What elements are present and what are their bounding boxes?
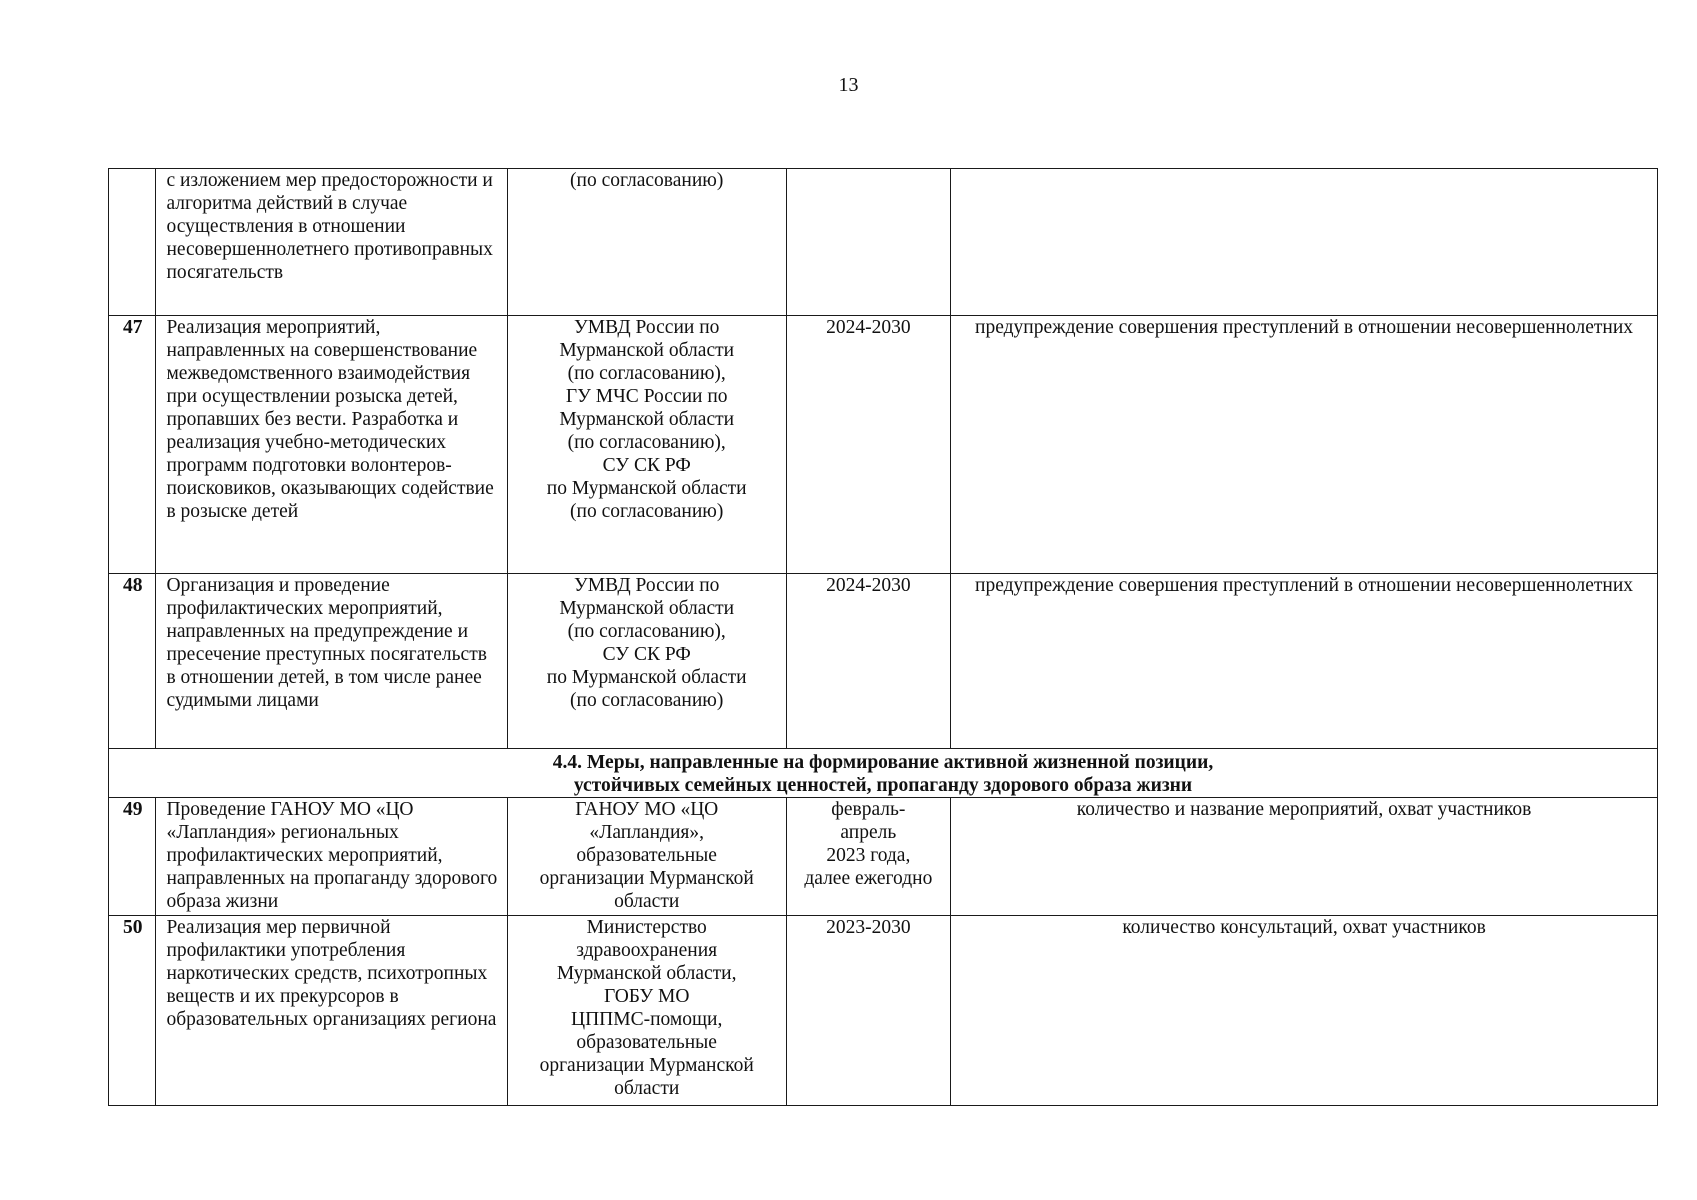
executor-line: по Мурманской области bbox=[546, 667, 747, 688]
term-line: апрель bbox=[840, 822, 897, 843]
table-row-48 bbox=[109, 574, 1658, 749]
executor-line: организации Мурманской bbox=[539, 868, 754, 889]
term-cell bbox=[786, 798, 951, 916]
result-cell bbox=[951, 169, 1658, 316]
executor-line: (по согласованию) bbox=[570, 690, 724, 711]
executor-line: (по согласованию) bbox=[570, 501, 724, 522]
result-cell: предупреждение совершения преступлений в отношении несовершеннолетних bbox=[951, 316, 1658, 574]
executor-line: СУ СК РФ bbox=[602, 644, 691, 665]
executor-line: образовательные bbox=[576, 1032, 717, 1053]
executor-cell bbox=[507, 916, 786, 1106]
executor-line: Министерство bbox=[586, 917, 707, 938]
executor-line: образовательные bbox=[576, 845, 717, 866]
table-row-49 bbox=[109, 798, 1658, 916]
table-row-50 bbox=[109, 916, 1658, 1106]
executor-line: ГОБУ МО bbox=[603, 986, 690, 1007]
action-cell: Реализация мер первичной профилактики употребления наркотических средств, психотропных веществ и их прекурсоров в образовательных организациях региона bbox=[156, 916, 507, 1106]
executor-line: (по согласованию), bbox=[567, 363, 726, 384]
row-number-cell: 47 bbox=[109, 316, 156, 574]
table-row-47 bbox=[109, 316, 1658, 574]
executor-line: ГУ МЧС России по bbox=[565, 386, 728, 407]
executor-cell bbox=[507, 798, 786, 916]
term-cell bbox=[786, 316, 951, 574]
term-cell bbox=[786, 169, 951, 316]
action-cell: с изложением мер предосторожности и алгоритма действий в случае осуществления в отношении несовершеннолетнего противоправных посягательств bbox=[156, 169, 507, 316]
executor-line: Мурманской области bbox=[559, 340, 735, 361]
executor-line: (по согласованию), bbox=[567, 432, 726, 453]
executor-line: организации Мурманской bbox=[539, 1055, 754, 1076]
page-number: 13 bbox=[838, 74, 859, 96]
executor-cell bbox=[507, 574, 786, 749]
executor-line: Мурманской области bbox=[559, 409, 735, 430]
executor-line: ГАНОУ МО «ЦО bbox=[575, 799, 719, 820]
row-number-cell: 50 bbox=[109, 916, 156, 1106]
action-cell: Проведение ГАНОУ МО «ЦО «Лапландия» региональных профилактических мероприятий, направленных на пропаганду здорового образа жизни bbox=[156, 798, 507, 916]
executor-line: «Лапландия», bbox=[589, 822, 704, 843]
term-line: 2024-2030 bbox=[826, 575, 911, 596]
executor-cell bbox=[507, 316, 786, 574]
term-line: февраль- bbox=[831, 799, 906, 820]
term-line: далее ежегодно bbox=[804, 868, 933, 889]
executor-line: Мурманской области bbox=[559, 598, 735, 619]
section-heading-line: 4.4. Меры, направленные на формирование активной жизненной позиции, bbox=[552, 752, 1214, 773]
executor-line: области bbox=[614, 891, 680, 912]
row-number-cell: 49 bbox=[109, 798, 156, 916]
executor-line: УМВД России по bbox=[573, 317, 720, 338]
row-number-cell bbox=[109, 169, 156, 316]
executor-line: области bbox=[614, 1078, 680, 1099]
executor-line: УМВД России по bbox=[573, 575, 720, 596]
action-cell: Реализация мероприятий, направленных на совершенствование межведомственного взаимодействия при осуществлении розыска детей, пропавших без вести. Разработка и реализация учебно-методических программ подготовки волонтеров-поисковиков, оказывающих содействие в розыске детей bbox=[156, 316, 507, 574]
term-line: 2024-2030 bbox=[826, 317, 911, 338]
executor-line: (по согласованию), bbox=[567, 621, 726, 642]
section-header-row bbox=[109, 749, 1658, 798]
executor-line: ЦППМС-помощи, bbox=[571, 1009, 723, 1030]
term-line: 2023-2030 bbox=[826, 917, 911, 938]
row-number-cell: 48 bbox=[109, 574, 156, 749]
result-cell: предупреждение совершения преступлений в отношении несовершеннолетних bbox=[951, 574, 1658, 749]
term-cell bbox=[786, 916, 951, 1106]
result-cell: количество и название мероприятий, охват участников bbox=[951, 798, 1658, 916]
executor-line: Мурманской области, bbox=[556, 963, 737, 984]
section-heading bbox=[109, 749, 1658, 798]
result-cell: количество консультаций, охват участников bbox=[951, 916, 1658, 1106]
term-cell bbox=[786, 574, 951, 749]
section-heading-line: устойчивых семейных ценностей, пропаганду здорового образа жизни bbox=[573, 775, 1193, 796]
term-line: 2023 года, bbox=[826, 845, 911, 866]
executor-cell: (по согласованию) bbox=[507, 169, 786, 316]
action-cell: Организация и проведение профилактических мероприятий, направленных на предупреждение и пресечение преступных посягательств в отношении детей, в том числе ранее судимыми лицами bbox=[156, 574, 507, 749]
executor-line: СУ СК РФ bbox=[602, 455, 691, 476]
executor-line: здравоохранения bbox=[576, 940, 718, 961]
executor-line: по Мурманской области bbox=[546, 478, 747, 499]
measures-table bbox=[108, 168, 1658, 1106]
table-row-continuation bbox=[109, 169, 1658, 316]
